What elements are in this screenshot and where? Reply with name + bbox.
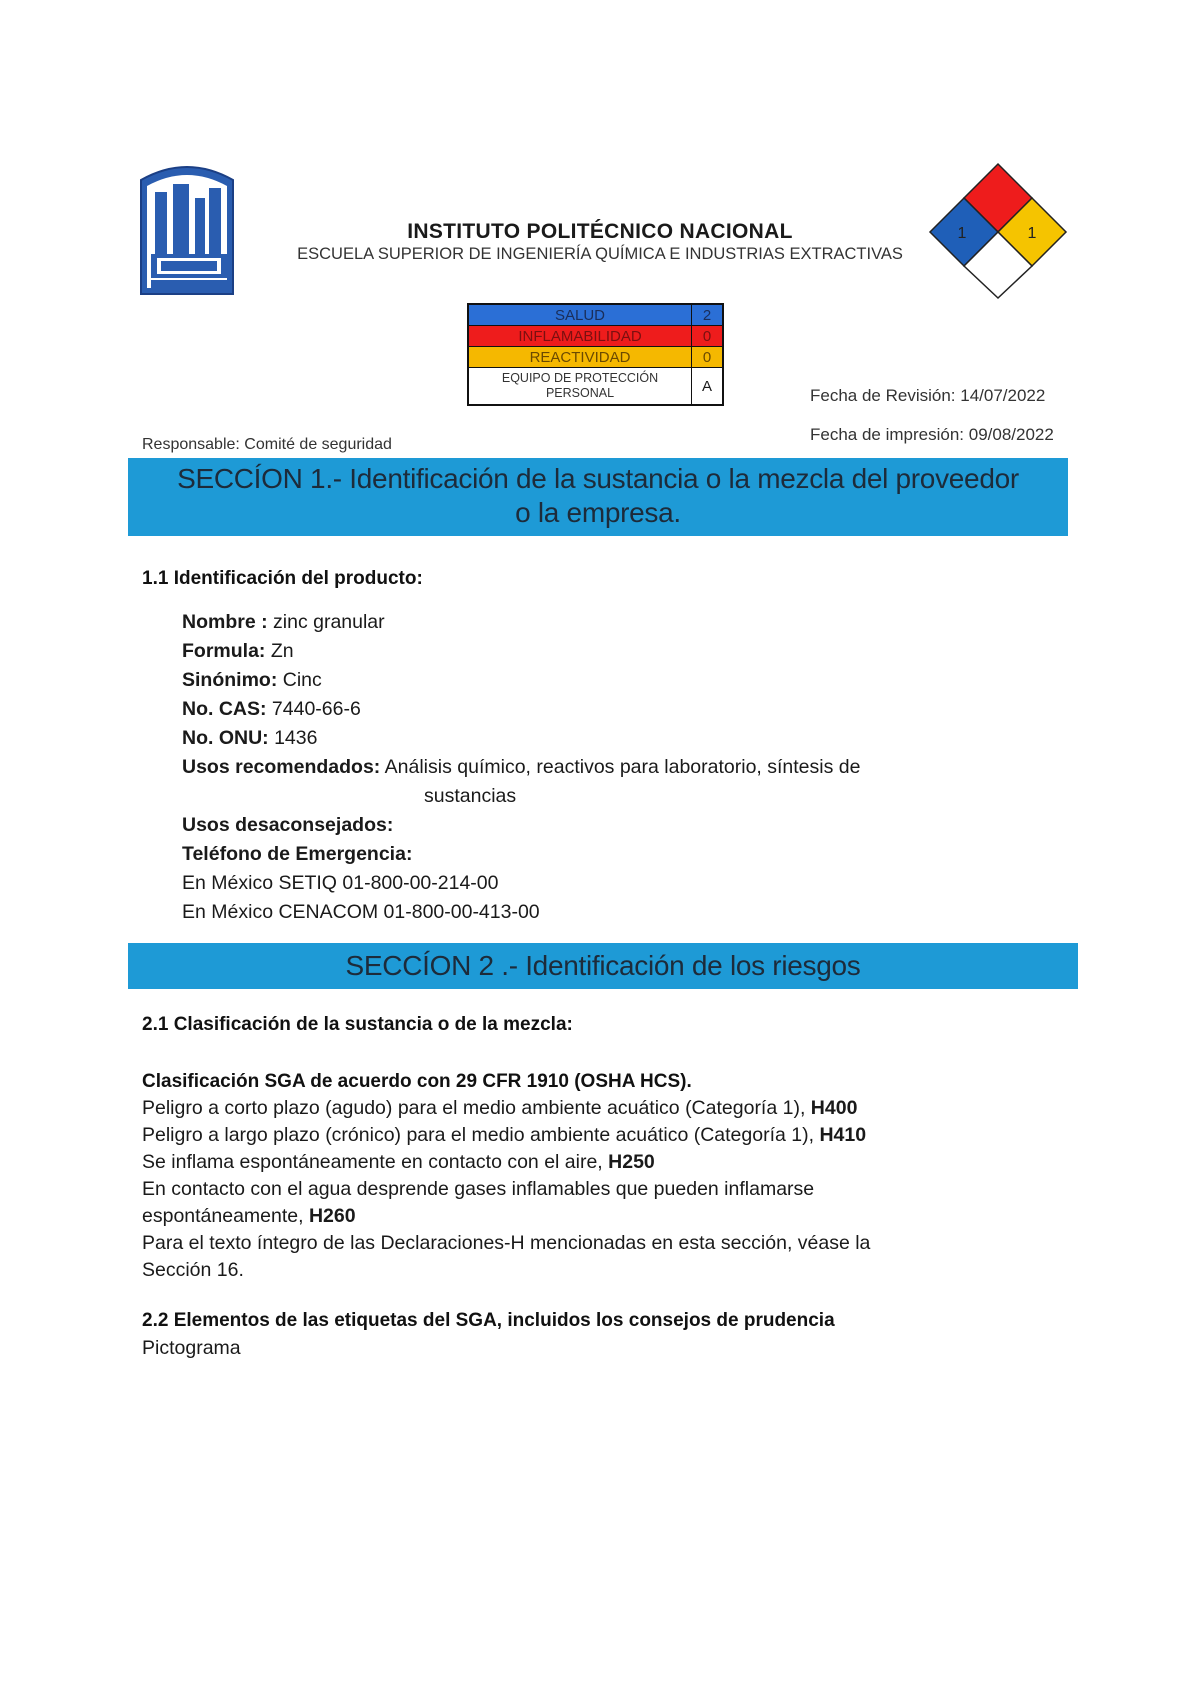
hazard-label: REACTIVIDAD: [468, 347, 692, 368]
hazard-value: A: [692, 368, 724, 406]
h-code: H250: [608, 1151, 655, 1173]
field-label: Nombre :: [182, 611, 268, 633]
field-nombre: [182, 608, 1022, 637]
hazard-row-reactividad: [468, 347, 723, 368]
field-label: Teléfono de Emergencia:: [182, 843, 413, 865]
responsable: Responsable: Comité de seguridad: [142, 436, 392, 453]
field-sinonimo: [182, 666, 1022, 695]
hazard-label: EQUIPO DE PROTECCIÓN PERSONAL: [468, 368, 692, 406]
school-subtitle: ESCUELA SUPERIOR DE INGENIERÍA QUÍMICA E INDUSTRIAS EXTRACTIVAS: [297, 245, 903, 263]
hazard-row-epp: [468, 368, 723, 406]
field-label: Formula:: [182, 640, 266, 662]
hazard-value: 0: [692, 347, 724, 368]
statement-text: Peligro a largo plazo (crónico) para el medio ambiente acuático (Categoría 1),: [142, 1124, 820, 1146]
print-date: Fecha de impresión: 09/08/2022: [810, 425, 1054, 444]
field-cas: [182, 695, 1022, 724]
hazard-row-inflamabilidad: [468, 326, 723, 347]
h-code: H260: [308, 1205, 356, 1227]
hazard-statement: En contacto con el agua desprende gases inflamables que pueden inflamarse: [142, 1178, 815, 1200]
hazard-value: 2: [692, 304, 724, 326]
field-usos-cont: sustancias: [424, 785, 517, 807]
hazard-statement: [142, 1095, 1042, 1122]
hazard-statement: [142, 1122, 1042, 1149]
nfpa-health-value: 1: [957, 225, 967, 242]
sga-classification: [142, 1068, 1042, 1284]
sga-heading: Clasificación SGA de acuerdo con 29 CFR 1910 (OSHA HCS).: [142, 1071, 692, 1092]
statement-text: Se inflama espontáneamente en contacto con el aire,: [142, 1151, 609, 1173]
institution-title: INSTITUTO POLITÉCNICO NACIONAL: [407, 220, 793, 243]
reference-note-cont: Sección 16.: [142, 1259, 244, 1281]
field-formula: [182, 637, 1022, 666]
statement-text: Peligro a corto plazo (agudo) para el medio ambiente acuático (Categoría 1),: [142, 1097, 811, 1119]
product-identification: [182, 608, 1022, 927]
nfpa-reactivity-value: 1: [1027, 225, 1037, 242]
h-code: H410: [819, 1124, 867, 1146]
hazard-value: 0: [692, 326, 724, 347]
hazard-statement: [142, 1203, 1042, 1230]
nfpa-diamond: [928, 160, 1068, 300]
field-label: Usos desaconsejados:: [182, 814, 394, 836]
field-onu: [182, 724, 1022, 753]
hazard-rating-table: [467, 303, 724, 406]
statement-text: espontáneamente,: [142, 1205, 309, 1227]
section-1-heading: [128, 458, 1068, 536]
field-label: Sinónimo:: [182, 669, 278, 691]
field-label: Usos recomendados:: [182, 756, 381, 778]
field-label: No. CAS:: [182, 698, 267, 720]
field-value: Zn: [265, 640, 294, 662]
phone-setiq: En México SETIQ 01-800-00-214-00: [182, 872, 499, 894]
phone-cenacom: En México CENACOM 01-800-00-413-00: [182, 901, 540, 923]
reference-note: Para el texto íntegro de las Declaraciones-H mencionadas en esta sección, véase la: [142, 1232, 871, 1254]
field-value: zinc granular: [267, 611, 385, 633]
hazard-row-salud: [468, 304, 723, 326]
field-usos: [182, 753, 1022, 782]
h-code: H400: [810, 1097, 858, 1119]
subheading-2-2: 2.2 Elementos de las etiquetas del SGA, incluidos los consejos de prudencia: [142, 1310, 835, 1331]
hazard-statement: [142, 1149, 1042, 1176]
field-desaconsejados: [182, 811, 1022, 840]
field-value: Análisis químico, reactivos para laboratorio, síntesis de: [380, 756, 861, 778]
hazard-label: SALUD: [468, 304, 692, 326]
field-label: No. ONU:: [182, 727, 269, 749]
field-telefono: [182, 840, 1022, 869]
field-value: 1436: [268, 727, 318, 749]
field-value: Cinc: [277, 669, 322, 691]
subheading-2-1: 2.1 Clasificación de la sustancia o de la mezcla:: [142, 1014, 573, 1035]
revision-date: Fecha de Revisión: 14/07/2022: [810, 386, 1046, 405]
hazard-label: INFLAMABILIDAD: [468, 326, 692, 347]
section-2-heading: SECCÍON 2 .- Identificación de los riesgos: [128, 943, 1078, 989]
section-1-title-line2: o la empresa.: [515, 497, 681, 528]
pictograma-label: Pictograma: [142, 1337, 241, 1359]
subheading-1-1: 1.1 Identificación del producto:: [142, 568, 423, 589]
section-1-title-line1: SECCÍON 1.- Identificación de la sustancia o la mezcla del proveedor: [177, 463, 1019, 494]
field-value: 7440-66-6: [266, 698, 361, 720]
